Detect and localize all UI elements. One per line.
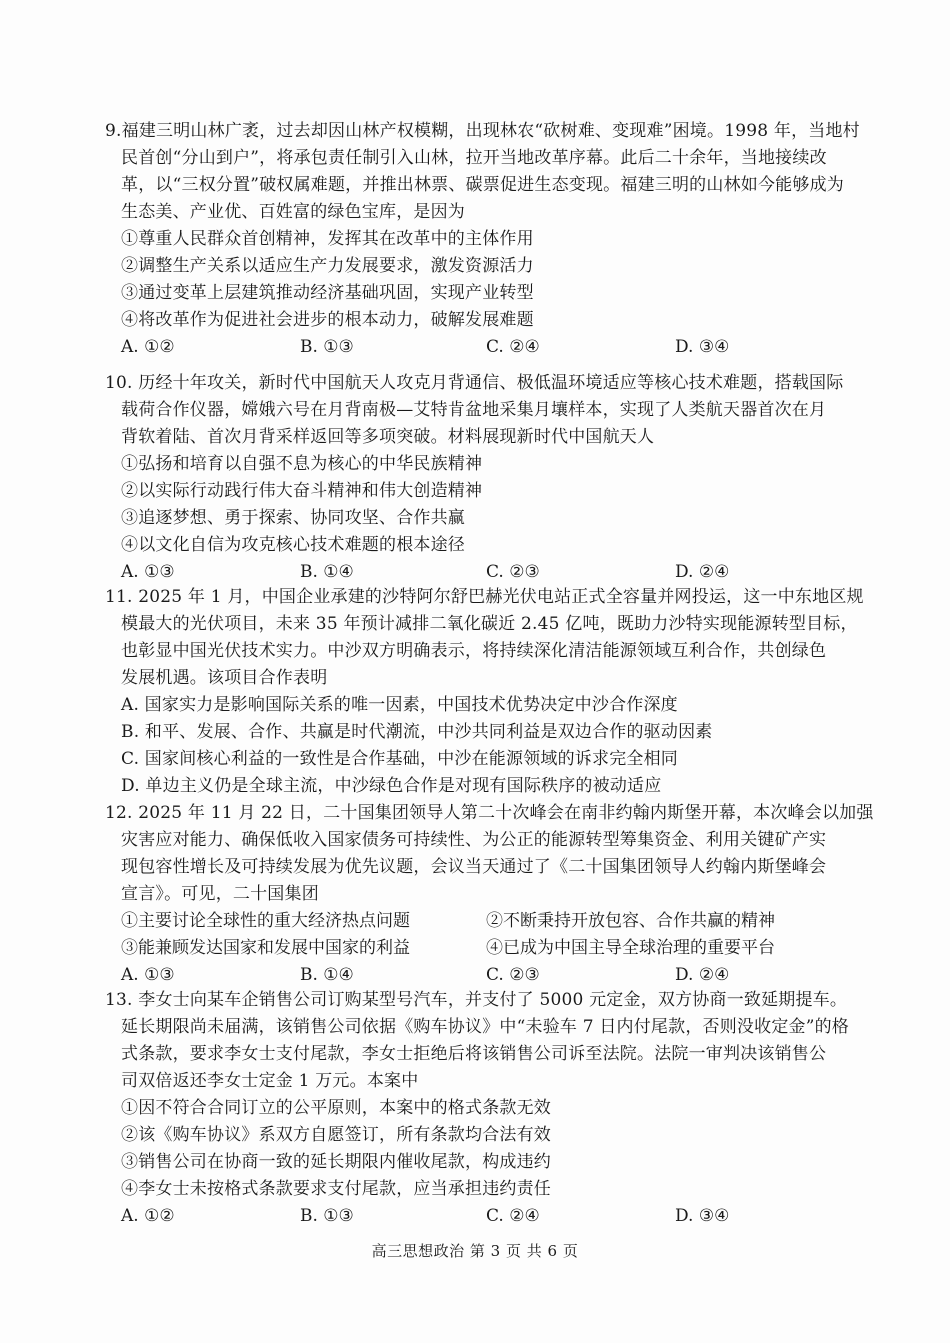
choice-c: C. ②③	[486, 965, 540, 985]
page-footer: 高三思想政治 第 3 页 共 6 页	[371, 1242, 579, 1260]
question-stem-line: 12. 2025 年 11 月 22 日，二十国集团领导人第二十次峰会在南非约翰内斯堡开幕，本次峰会以加强	[105, 803, 874, 823]
question-stem-line: 10. 历经十年攻关，新时代中国航天人攻克月背通信、极低温环境适应等核心技术难题，搭载国际	[105, 373, 844, 393]
statement-option: ②不断秉持开放包容、合作共赢的精神	[486, 911, 775, 931]
question-stem-line: 延长期限尚未届满，该销售公司依据《购车协议》中“未验车 7 日内付尾款，否则没收定金”的格	[121, 1017, 850, 1037]
question-stem-line: 背软着陆、首次月背采样返回等多项突破。材料展现新时代中国航天人	[121, 427, 655, 447]
question-11	[105, 584, 865, 800]
question-stem-line: 革，以“三权分置”破权属难题，并推出林票、碳票促进生态变现。福建三明的山林如今能够成为	[121, 175, 844, 195]
choice-c: C. ②④	[486, 1206, 540, 1226]
question-13	[105, 987, 865, 1230]
choice-b: B. ①④	[300, 562, 354, 582]
choice-d: D. ②④	[675, 965, 730, 985]
statement-option: ④已成为中国主导全球治理的重要平台	[486, 938, 775, 958]
statement-option: ①主要讨论全球性的重大经济热点问题	[121, 911, 410, 931]
answer-option-a: A. 国家实力是影响国际关系的唯一因素，中国技术优势决定中沙合作深度	[121, 695, 678, 715]
question-stem-line: 司双倍返还李女士定金 1 万元。本案中	[121, 1071, 419, 1091]
statement-option: ③销售公司在协商一致的延长期限内催收尾款，构成违约	[121, 1152, 551, 1172]
choice-a: A. ①②	[121, 1206, 175, 1226]
choice-b: B. ①④	[300, 965, 354, 985]
choice-d: D. ③④	[675, 337, 730, 357]
answer-option-c: C. 国家间核心利益的一致性是合作基础，中沙在能源领域的诉求完全相同	[121, 749, 679, 769]
answer-option-d: D. 单边主义仍是全球主流，中沙绿色合作是对现有国际秩序的被动适应	[121, 776, 662, 796]
question-stem-line: 灾害应对能力、确保低收入国家债务可持续性、为公正的能源转型筹集资金、利用关键矿产实	[121, 830, 827, 850]
question-stem-line: 宣言》。可见，二十国集团	[121, 884, 319, 904]
question-10	[105, 370, 865, 586]
question-stem-line: 模最大的光伏项目，未来 35 年预计减排二氧化碳近 2.45 亿吨，既助力沙特实现能源转型目标，	[121, 614, 858, 634]
statement-pair	[105, 908, 865, 935]
question-stem-line: 式条款，要求李女士支付尾款，李女士拒绝后将该销售公司诉至法院。法院一审判决该销售公	[121, 1044, 827, 1064]
choice-a: A. ①②	[121, 337, 175, 357]
statement-option: ①弘扬和培育以自强不息为核心的中华民族精神	[121, 454, 483, 474]
question-stem-line: 现包容性增长及可持续发展为优先议题，会议当天通过了《二十国集团领导人约翰内斯堡峰会	[121, 857, 827, 877]
question-12	[105, 800, 874, 989]
statement-option: ③通过变革上层建筑推动经济基础巩固，实现产业转型	[121, 283, 534, 303]
question-stem-line: 发展机遇。该项目合作表明	[121, 668, 328, 688]
statement-option: ②以实际行动践行伟大奋斗精神和伟大创造精神	[121, 481, 483, 501]
statement-option: ①尊重人民群众首创精神，发挥其在改革中的主体作用	[121, 229, 534, 249]
question-stem-line: 民首创“分山到户”，将承包责任制引入山林，拉开当地改革序幕。此后二十余年，当地接续改	[121, 148, 827, 168]
statement-pair	[105, 935, 865, 962]
choice-c: C. ②③	[486, 562, 540, 582]
choice-d: D. ②④	[675, 562, 730, 582]
question-stem-line: 也彰显中国光伏技术实力。中沙双方明确表示，将持续深化清洁能源领域互利合作，共创绿色	[121, 641, 827, 661]
question-stem-line: 11. 2025 年 1 月，中国企业承建的沙特阿尔舒巴赫光伏电站正式全容量并网投运，这一中东地区规	[105, 587, 864, 607]
choice-a: A. ①③	[121, 965, 175, 985]
statement-option: ①因不符合合同订立的公平原则，本案中的格式条款无效	[121, 1098, 551, 1118]
question-stem-line: 13. 李女士向某车企销售公司订购某型号汽车，并支付了 5000 元定金，双方协商一致延期提车。	[105, 990, 848, 1010]
answer-choices	[105, 334, 865, 361]
statement-option: ④李女士未按格式条款要求支付尾款，应当承担违约责任	[121, 1179, 551, 1199]
answer-choices	[105, 962, 865, 989]
question-stem-line: 载荷合作仪器，嫦娥六号在月背南极—艾特肯盆地采集月壤样本，实现了人类航天器首次在月	[121, 400, 827, 420]
answer-choices	[105, 1203, 865, 1230]
answer-option-b: B. 和平、发展、合作、共赢是时代潮流，中沙共同利益是双边合作的驱动因素	[121, 722, 713, 742]
choice-c: C. ②④	[486, 337, 540, 357]
statement-option: ④将改革作为促进社会进步的根本动力，破解发展难题	[121, 310, 534, 330]
statement-option: ②调整生产关系以适应生产力发展要求，激发资源活力	[121, 256, 534, 276]
choice-a: A. ①③	[121, 562, 175, 582]
statement-option: ③能兼顾发达国家和发展中国家的利益	[121, 938, 410, 958]
answer-choices	[105, 559, 865, 586]
statement-option: ②该《购车协议》系双方自愿签订，所有条款均合法有效	[121, 1125, 551, 1145]
question-stem-line: 生态美、产业优、百姓富的绿色宝库，是因为	[121, 202, 465, 222]
choice-b: B. ①③	[300, 337, 354, 357]
statement-option: ④以文化自信为攻克核心技术难题的根本途径	[121, 535, 465, 555]
statement-option: ③追逐梦想、勇于探索、协同攻坚、合作共赢	[121, 508, 465, 528]
choice-d: D. ③④	[675, 1206, 730, 1226]
choice-b: B. ①③	[300, 1206, 354, 1226]
question-9	[105, 118, 865, 361]
question-stem-line: 9.福建三明山林广袤，过去却因山林产权模糊，出现林农“砍树难、变现难”困境。1998 年，当地村	[105, 121, 860, 141]
